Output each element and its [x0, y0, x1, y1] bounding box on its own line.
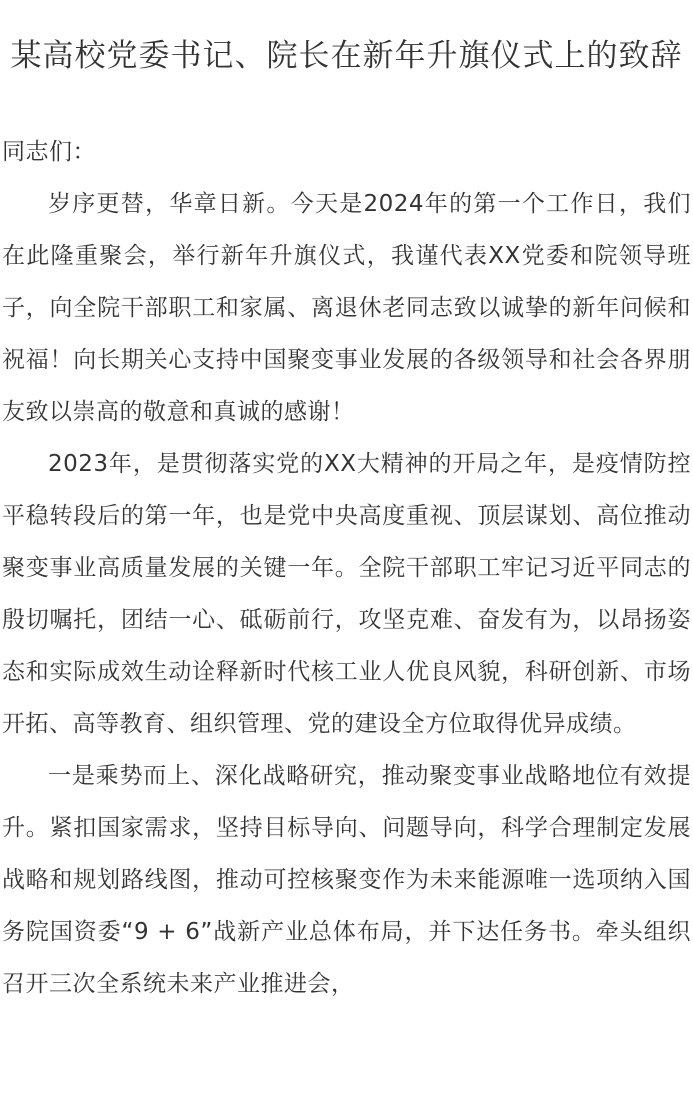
document-body	[2, 126, 691, 1010]
salutation: 同志们：	[2, 139, 96, 165]
paragraph-2023-review: 2023年，是贯彻落实党的XX大精神的开局之年，是疫情防控平稳转段后的第一年，也是党中央高度重视、顶层谋划、高位推动聚变事业高质量发展的关键一年。全院干部职工牢记习近平同志的殷切嘱托，团结一心、砥砺前行，攻坚克难、奋发有为，以昂扬姿态和实际成效生动诠释新时代核工业人优良风貌，科研创新、市场开拓、高等教育、组织管理、党的建设全方位取得优异成绩。	[2, 451, 691, 737]
document-title: 某高校党委书记、院长在新年升旗仪式上的致辞	[10, 38, 683, 74]
paragraph-opening: 岁序更替，华章日新。今天是2024年的第一个工作日，我们在此隆重聚会，举行新年升旗仪式，我谨代表XX党委和院领导班子，向全院干部职工和家属、离退休老同志致以诚挚的新年问候和祝福！向长期关心支持中国聚变事业发展的各级领导和社会各界朋友致以崇高的敬意和真诚的感谢！	[2, 191, 691, 425]
paragraph-strategy: 一是乘势而上、深化战略研究，推动聚变事业战略地位有效提升。紧扣国家需求，坚持目标导向、问题导向，科学合理制定发展战略和规划路线图，推动可控核聚变作为未来能源唯一选项纳入国务院国资委“9 + 6”战新产业总体布局，并下达任务书。牵头组织召开三次全系统未来产业推进会，	[2, 763, 691, 997]
